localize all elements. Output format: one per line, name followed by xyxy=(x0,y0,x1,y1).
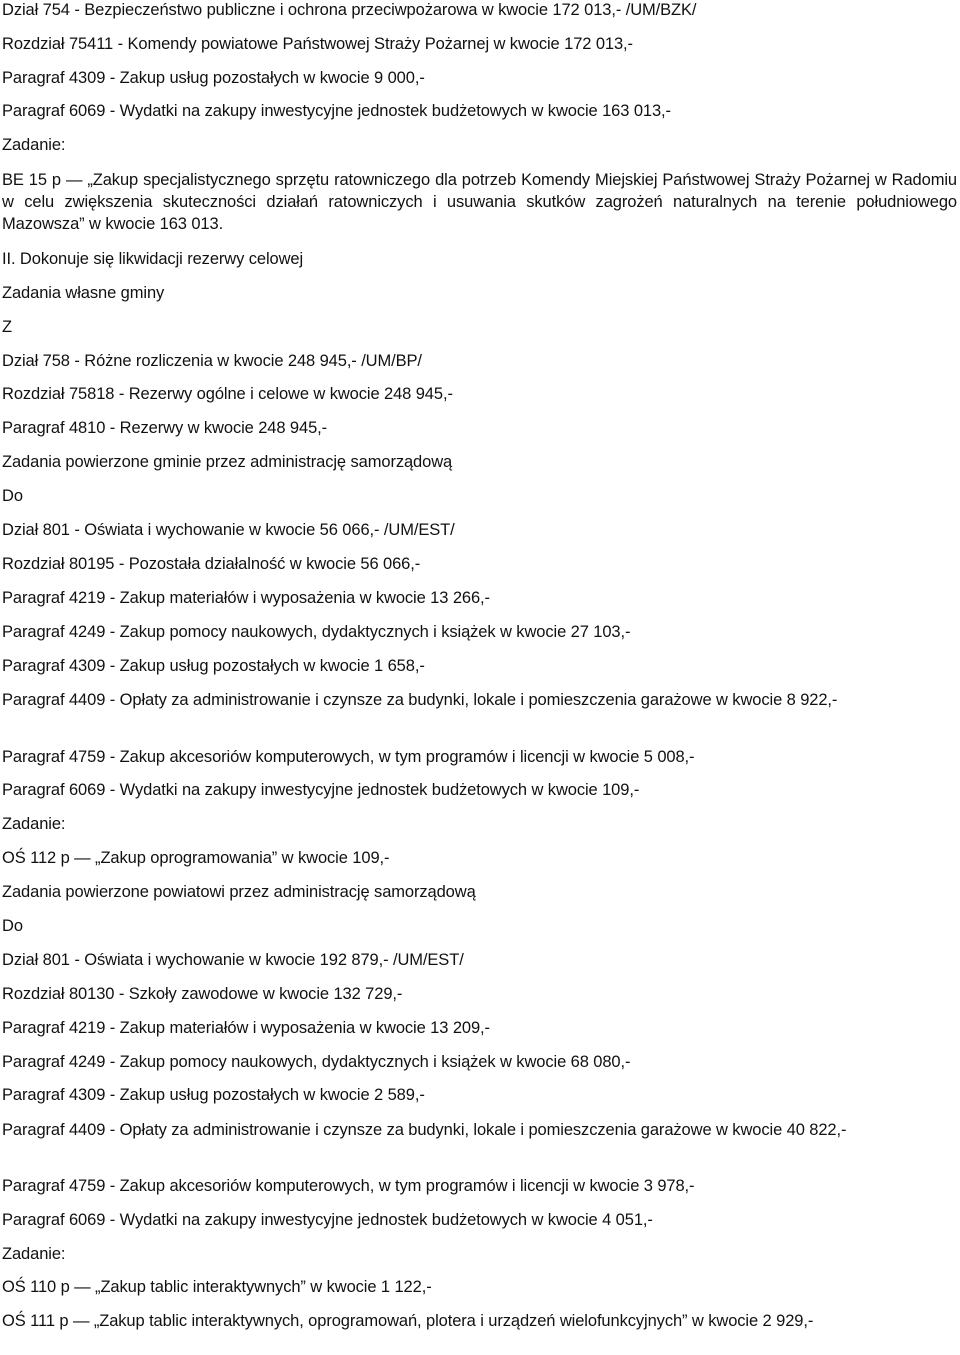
paragraph-line-4309: Paragraf 4309 - Zakup usług pozostałych w kwocie 2 589,- xyxy=(2,1086,425,1104)
task-label: Zadanie: xyxy=(2,1245,66,1263)
chapter-line-80195: Rozdział 80195 - Pozostała działalność w kwocie 56 066,- xyxy=(2,555,421,573)
paragraph-line-4219: Paragraf 4219 - Zakup materiałów i wyposażenia w kwocie 13 209,- xyxy=(2,1019,490,1037)
paragraph-line-4810: Paragraf 4810 - Rezerwy w kwocie 248 945,- xyxy=(2,419,328,437)
chapter-line-75818: Rozdział 75818 - Rezerwy ogólne i celowe w kwocie 248 945,- xyxy=(2,385,453,403)
section-heading-dzial-801: Dział 801 - Oświata i wychowanie w kwocie 56 066,- /UM/EST/ xyxy=(2,521,455,539)
commissioned-tasks-powiat-heading: Zadania powierzone powiatowi przez administrację samorządową xyxy=(2,883,476,901)
paragraph-line-4409: Paragraf 4409 - Opłaty za administrowanie i czynsze za budynki, lokale i pomieszczenia garażowe w kwocie 8 922,- xyxy=(2,691,838,709)
task-description-be15: BE 15 p — „Zakup specjalistycznego sprzętu ratowniczego dla potrzeb Komendy Miejskiej Państwowej Straży Pożarnej w Radomiu w celu zwiększenia skuteczności działań ratowniczych i usuwania skutków zagrożeń naturalnych na terenie południowego Mazowsza” w kwocie 163 013. xyxy=(2,171,957,233)
own-tasks-heading: Zadania własne gminy xyxy=(2,284,165,302)
paragraph-line-4759: Paragraf 4759 - Zakup akcesoriów komputerowych, w tym programów i licencji w kwocie 5 008,- xyxy=(2,748,695,766)
paragraph-line-4219: Paragraf 4219 - Zakup materiałów i wyposażenia w kwocie 13 266,- xyxy=(2,589,490,607)
paragraph-line-4409: Paragraf 4409 - Opłaty za administrowanie i czynsze za budynki, lokale i pomieszczenia garażowe w kwocie 40 822,- xyxy=(2,1121,847,1139)
commissioned-tasks-gmina-heading: Zadania powierzone gminie przez administrację samorządową xyxy=(2,453,453,471)
chapter-line-75411: Rozdział 75411 - Komendy powiatowe Państwowej Straży Pożarnej w kwocie 172 013,- xyxy=(2,35,633,53)
paragraph-line-4309: Paragraf 4309 - Zakup usług pozostałych w kwocie 9 000,- xyxy=(2,69,425,87)
from-label: Z xyxy=(2,318,12,336)
paragraph-line-6069: Paragraf 6069 - Wydatki na zakupy inwestycyjne jednostek budżetowych w kwocie 163 013,- xyxy=(2,102,671,120)
task-line-os110: OŚ 110 p — „Zakup tablic interaktywnych” w kwocie 1 122,- xyxy=(2,1278,432,1296)
section-heading-dzial-801: Dział 801 - Oświata i wychowanie w kwocie 192 879,- /UM/EST/ xyxy=(2,951,464,969)
paragraph-line-4759: Paragraf 4759 - Zakup akcesoriów komputerowych, w tym programów i licencji w kwocie 3 978,- xyxy=(2,1177,695,1195)
section-heading-dzial-758: Dział 758 - Różne rozliczenia w kwocie 248 945,- /UM/BP/ xyxy=(2,352,422,370)
paragraph-line-4249: Paragraf 4249 - Zakup pomocy naukowych, dydaktycznych i książek w kwocie 27 103,- xyxy=(2,623,631,641)
to-label: Do xyxy=(2,917,23,935)
to-label: Do xyxy=(2,487,23,505)
task-line-os111: OŚ 111 p — „Zakup tablic interaktywnych, oprogramowań, plotera i urządzeń wielofunkcyjnych” w kwocie 2 929,- xyxy=(2,1312,814,1330)
section-heading-reserve-liquidation: II. Dokonuje się likwidacji rezerwy celowej xyxy=(2,250,304,268)
paragraph-line-6069: Paragraf 6069 - Wydatki na zakupy inwestycyjne jednostek budżetowych w kwocie 4 051,- xyxy=(2,1211,653,1229)
task-label: Zadanie: xyxy=(2,136,66,154)
paragraph-line-4249: Paragraf 4249 - Zakup pomocy naukowych, dydaktycznych i książek w kwocie 68 080,- xyxy=(2,1053,631,1071)
task-label: Zadanie: xyxy=(2,815,66,833)
paragraph-line-4309: Paragraf 4309 - Zakup usług pozostałych w kwocie 1 658,- xyxy=(2,657,425,675)
paragraph-line-6069: Paragraf 6069 - Wydatki na zakupy inwestycyjne jednostek budżetowych w kwocie 109,- xyxy=(2,781,640,799)
section-heading-dzial-754: Dział 754 - Bezpieczeństwo publiczne i ochrona przeciwpożarowa w kwocie 172 013,- /UM/BZK/ xyxy=(2,1,697,19)
chapter-line-80130: Rozdział 80130 - Szkoły zawodowe w kwocie 132 729,- xyxy=(2,985,403,1003)
task-line-os112: OŚ 112 p — „Zakup oprogramowania” w kwocie 109,- xyxy=(2,849,390,867)
